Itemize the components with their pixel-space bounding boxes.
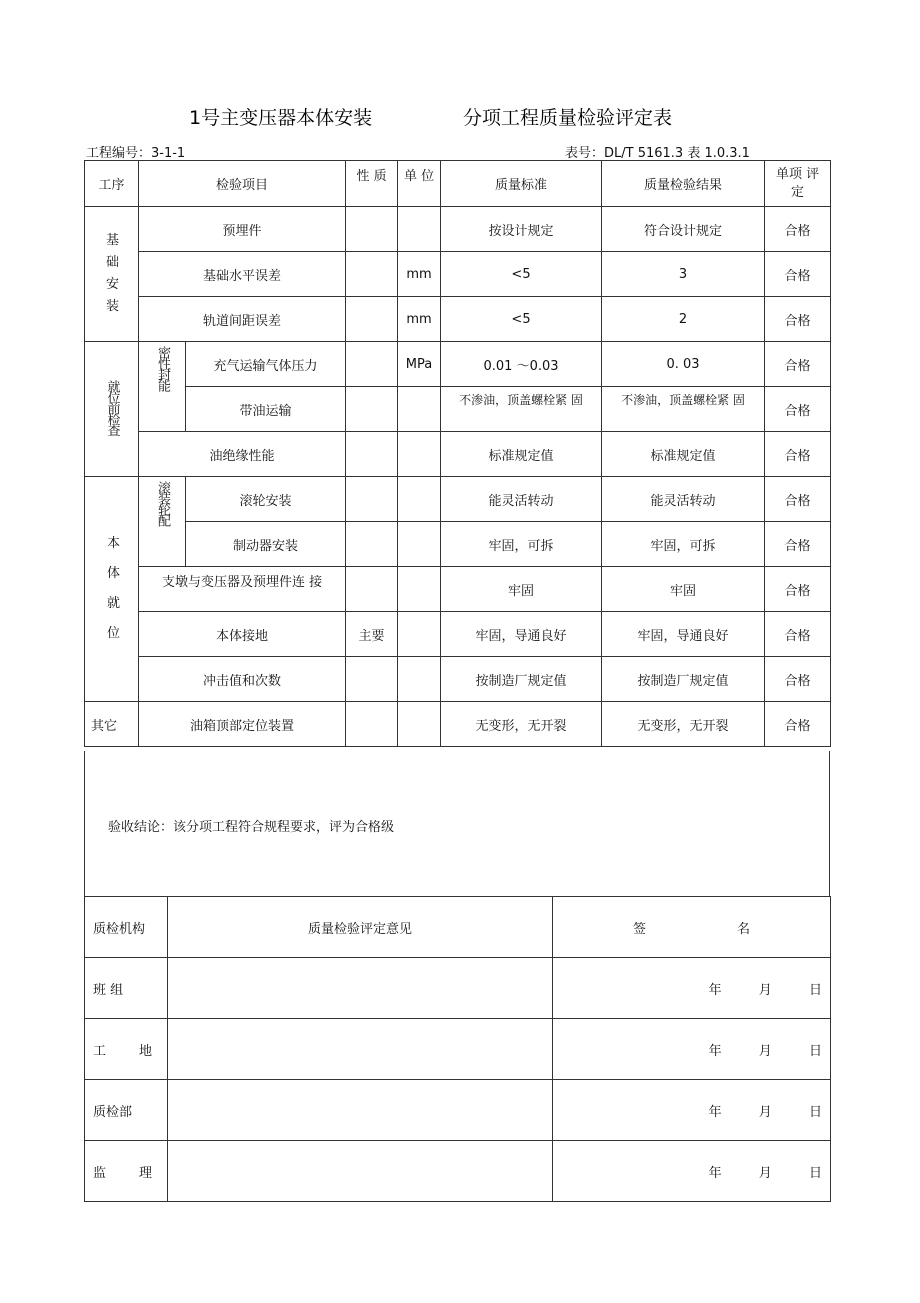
document-title <box>0 103 920 133</box>
header-rating: 单项 评定 <box>765 161 831 207</box>
table-row <box>85 612 831 657</box>
header-item: 检验项目 <box>139 161 346 207</box>
row-unit <box>398 207 441 252</box>
row-result: 不渗油，顶盖螺栓紧 固 <box>602 387 765 432</box>
row-standard: 牢固 <box>441 567 602 612</box>
row-result: 无变形，无开裂 <box>602 702 765 747</box>
sign-role-site: 工 地 <box>85 1019 168 1080</box>
row-nature <box>346 432 398 477</box>
row-rating: 合格 <box>765 702 831 747</box>
row-result: 符合设计规定 <box>602 207 765 252</box>
row-nature <box>346 207 398 252</box>
row-rating: 合格 <box>765 612 831 657</box>
table-row <box>85 207 831 252</box>
sign-org-header: 质检机构 <box>85 897 168 958</box>
row-unit <box>398 522 441 567</box>
row-rating: 合格 <box>765 567 831 612</box>
row-unit: MPa <box>398 342 441 387</box>
row-nature <box>346 297 398 342</box>
header-standard: 质量标准 <box>441 161 602 207</box>
table-row <box>85 387 831 432</box>
row-nature <box>346 702 398 747</box>
row-standard: 不渗油，顶盖螺栓紧 固 <box>441 387 602 432</box>
row-nature <box>346 657 398 702</box>
row-result: 牢固，导通良好 <box>602 612 765 657</box>
group-body: 本 体 就 位 <box>85 477 139 702</box>
sign-signature-header: 签 名 <box>553 897 831 958</box>
row-nature <box>346 342 398 387</box>
header-process: 工序 <box>85 161 139 207</box>
form-number: 表号：DL/T 5161.3 表 1.0.3.1 <box>565 146 750 161</box>
row-rating: 合格 <box>765 342 831 387</box>
group-seal <box>139 342 186 432</box>
sign-date: 年 月 日 <box>553 1080 831 1141</box>
row-result: 牢固 <box>602 567 765 612</box>
row-item: 滚轮安装 <box>186 477 346 522</box>
conclusion-text: 验收结论：该分项工程符合规程要求，评为合格级 <box>108 820 395 835</box>
row-item: 基础水平误差 <box>139 252 346 297</box>
title-part-1: 1号主变压器本体安装 <box>189 107 373 129</box>
title-part-2: 分项工程质量检验评定表 <box>463 107 673 129</box>
header-row <box>85 161 831 207</box>
header-unit: 单 位 <box>398 161 441 207</box>
row-result: 3 <box>602 252 765 297</box>
row-item: 支墩与变压器及预埋件连 接 <box>139 567 346 612</box>
row-rating: 合格 <box>765 387 831 432</box>
row-result: 2 <box>602 297 765 342</box>
row-standard: 标准规定值 <box>441 432 602 477</box>
group-foundation: 基 础 安 装 <box>85 207 139 342</box>
row-unit <box>398 612 441 657</box>
row-rating: 合格 <box>765 252 831 297</box>
row-standard: 能灵活转动 <box>441 477 602 522</box>
row-rating: 合格 <box>765 432 831 477</box>
signature-row <box>85 1019 831 1080</box>
table-row <box>85 657 831 702</box>
row-item: 制动器安装 <box>186 522 346 567</box>
sign-role-qc: 质检部 <box>85 1080 168 1141</box>
signature-row <box>85 1141 831 1202</box>
row-nature: 主要 <box>346 612 398 657</box>
signature-row <box>85 958 831 1019</box>
row-item: 油绝缘性能 <box>139 432 346 477</box>
row-rating: 合格 <box>765 297 831 342</box>
table-row <box>85 252 831 297</box>
sign-opinion-header: 质量检验评定意见 <box>168 897 553 958</box>
row-unit <box>398 702 441 747</box>
row-nature <box>346 252 398 297</box>
signature-row <box>85 1080 831 1141</box>
group-other: 其它 <box>85 702 139 747</box>
row-nature <box>346 567 398 612</box>
row-standard: <5 <box>441 297 602 342</box>
table-row <box>85 342 831 387</box>
row-result: 牢固，可拆 <box>602 522 765 567</box>
row-standard: 牢固，可拆 <box>441 522 602 567</box>
header-result: 质量检验结果 <box>602 161 765 207</box>
row-item: 冲击值和次数 <box>139 657 346 702</box>
row-unit <box>398 477 441 522</box>
row-unit <box>398 567 441 612</box>
sign-opinion-cell[interactable] <box>168 1141 553 1202</box>
row-item: 油箱顶部定位装置 <box>139 702 346 747</box>
table-row <box>85 522 831 567</box>
group-pre-check <box>85 342 139 477</box>
row-result: 按制造厂规定值 <box>602 657 765 702</box>
sign-role-supervisor: 监 理 <box>85 1141 168 1202</box>
group-seal-label: 密性封能 <box>155 346 170 390</box>
table-row <box>85 567 831 612</box>
row-standard: 按设计规定 <box>441 207 602 252</box>
row-rating: 合格 <box>765 522 831 567</box>
row-item: 预埋件 <box>139 207 346 252</box>
row-unit <box>398 432 441 477</box>
row-standard: <5 <box>441 252 602 297</box>
sign-opinion-cell[interactable] <box>168 958 553 1019</box>
inspection-table <box>84 160 831 747</box>
group-roller-label: 滚装轮配 <box>155 481 170 525</box>
table-row <box>85 432 831 477</box>
row-rating: 合格 <box>765 657 831 702</box>
conclusion-box <box>84 751 830 897</box>
row-item: 本体接地 <box>139 612 346 657</box>
group-roller <box>139 477 186 567</box>
row-standard: 0.01 ～0.03 <box>441 342 602 387</box>
table-row <box>85 297 831 342</box>
row-rating: 合格 <box>765 477 831 522</box>
row-unit: mm <box>398 252 441 297</box>
row-standard: 牢固，导通良好 <box>441 612 602 657</box>
row-standard: 无变形，无开裂 <box>441 702 602 747</box>
group-pre-check-label: 就位前检查 <box>104 379 120 435</box>
row-nature <box>346 477 398 522</box>
row-result: 0. 03 <box>602 342 765 387</box>
sign-date: 年 月 日 <box>553 958 831 1019</box>
row-rating: 合格 <box>765 207 831 252</box>
row-unit <box>398 387 441 432</box>
sign-role-team: 班 组 <box>85 958 168 1019</box>
row-item: 带油运输 <box>186 387 346 432</box>
table-row <box>85 477 831 522</box>
header-nature: 性 质 <box>346 161 398 207</box>
row-result: 能灵活转动 <box>602 477 765 522</box>
table-row <box>85 702 831 747</box>
sign-date: 年 月 日 <box>553 1141 831 1202</box>
row-item: 充气运输气体压力 <box>186 342 346 387</box>
row-nature <box>346 522 398 567</box>
row-item: 轨道间距误差 <box>139 297 346 342</box>
row-unit: mm <box>398 297 441 342</box>
row-nature <box>346 387 398 432</box>
row-result: 标准规定值 <box>602 432 765 477</box>
sign-opinion-cell[interactable] <box>168 1019 553 1080</box>
sign-date: 年 月 日 <box>553 1019 831 1080</box>
row-standard: 按制造厂规定值 <box>441 657 602 702</box>
sign-opinion-cell[interactable] <box>168 1080 553 1141</box>
project-number: 工程编号：3-1-1 <box>86 146 186 161</box>
signature-header-row <box>85 897 831 958</box>
row-unit <box>398 657 441 702</box>
signature-table <box>84 896 831 1202</box>
